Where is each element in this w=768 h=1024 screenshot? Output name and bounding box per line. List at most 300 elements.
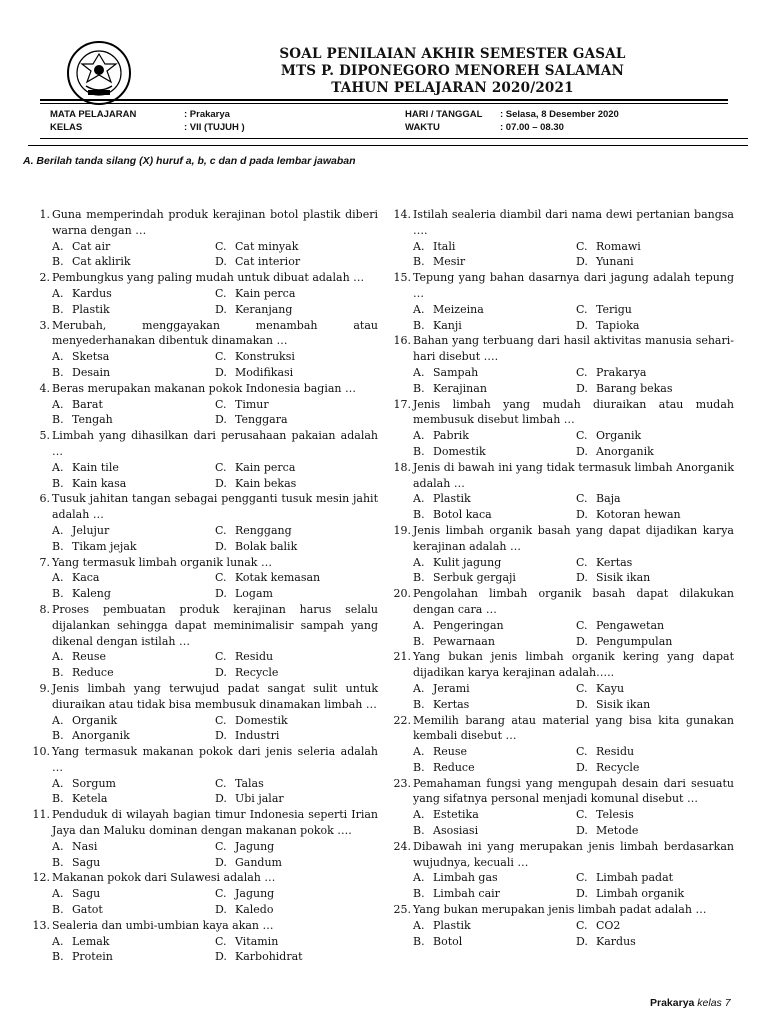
option-text: Kain perca	[235, 460, 296, 474]
option-text: Tapioka	[596, 318, 640, 332]
option-letter: D.	[215, 302, 227, 316]
option-letter: C.	[576, 918, 588, 932]
document-title: SOAL PENILAIAN AKHIR SEMESTER GASAL	[279, 46, 626, 62]
option-text: Gandum	[235, 855, 282, 869]
option-letter: A.	[413, 745, 425, 759]
option-a	[52, 839, 97, 855]
header-divider	[40, 99, 728, 101]
option-text: Tikam jejak	[72, 539, 137, 553]
options-row	[413, 618, 734, 634]
option-letter: B.	[413, 824, 425, 838]
option-letter: C.	[576, 492, 588, 506]
option-a	[413, 618, 504, 634]
option-a	[52, 460, 119, 476]
option-c	[215, 286, 295, 302]
option-a	[413, 491, 471, 507]
option-letter: D.	[215, 903, 227, 917]
options-row	[413, 934, 734, 950]
options-row	[52, 239, 378, 255]
option-d	[215, 539, 297, 555]
option-text: Kain perca	[235, 286, 296, 300]
option-text: Cat minyak	[235, 239, 299, 253]
option-letter: B.	[52, 950, 64, 964]
question-item	[391, 776, 734, 839]
option-d	[576, 318, 639, 334]
option-text: Kaledo	[235, 903, 274, 917]
option-a	[413, 302, 484, 318]
question-item	[30, 270, 378, 317]
option-text: Pengeringan	[433, 618, 504, 632]
option-letter: D.	[576, 381, 588, 395]
option-c	[576, 302, 632, 318]
question-item	[391, 397, 734, 460]
options-row	[52, 570, 378, 586]
options-row	[413, 491, 734, 507]
answer-options	[52, 523, 378, 555]
option-d	[576, 760, 639, 776]
option-text: Kulit jagung	[433, 555, 502, 569]
option-b	[413, 886, 500, 902]
option-letter: C.	[576, 745, 588, 759]
option-b	[52, 254, 131, 270]
option-text: Tengah	[72, 413, 113, 427]
option-letter: C.	[215, 397, 227, 411]
option-letter: D.	[215, 255, 227, 269]
answer-options	[413, 239, 734, 271]
answer-options	[52, 397, 378, 429]
option-text: Kaleng	[72, 587, 111, 601]
option-letter: C.	[576, 871, 588, 885]
option-letter: D.	[215, 413, 227, 427]
question-item	[391, 902, 734, 949]
option-letter: A.	[52, 887, 64, 901]
option-text: Kotoran hewan	[596, 508, 681, 522]
option-a	[52, 934, 109, 950]
answer-options	[413, 870, 734, 902]
question-item	[30, 207, 378, 270]
option-letter: A.	[413, 302, 425, 316]
options-row	[52, 286, 378, 302]
question-text: Proses pembuatan produk kerajinan harus selalu dijalankan sehingga dapat meminimalisir sampah yang dikenal dengan istilah …	[52, 602, 378, 648]
option-text: Kain kasa	[72, 476, 127, 490]
option-letter: B.	[413, 697, 425, 711]
option-text: Timur	[235, 397, 269, 411]
option-text: Estetika	[433, 808, 479, 822]
day-value: : Selasa, 8 Desember 2020	[500, 109, 619, 120]
option-letter: A.	[413, 871, 425, 885]
option-c	[215, 649, 273, 665]
question-number: 15.	[393, 271, 411, 285]
info-divider	[40, 138, 748, 139]
option-a	[52, 349, 109, 365]
option-letter: D.	[215, 666, 227, 680]
option-a	[413, 807, 479, 823]
option-text: Ketela	[72, 792, 108, 806]
option-text: Plastik	[433, 492, 471, 506]
option-c	[215, 460, 295, 476]
answer-options	[52, 839, 378, 871]
option-text: Limbah gas	[433, 871, 498, 885]
question-item	[30, 555, 378, 602]
options-row	[52, 934, 378, 950]
option-b	[413, 444, 486, 460]
option-letter: C.	[576, 239, 588, 253]
option-d	[215, 902, 273, 918]
option-letter: A.	[52, 934, 64, 948]
option-letter: C.	[215, 839, 227, 853]
options-row	[52, 649, 378, 665]
option-d	[215, 791, 284, 807]
class-value: : VII (TUJUH )	[184, 122, 245, 133]
option-letter: B.	[413, 255, 425, 269]
option-text: Sampah	[433, 365, 479, 379]
option-text: Residu	[235, 650, 274, 664]
option-letter: C.	[215, 571, 227, 585]
option-c	[576, 365, 646, 381]
option-letter: A.	[413, 365, 425, 379]
option-text: Recycle	[235, 666, 279, 680]
question-text: Merubah, menggayakan menambah atau menyederhanakan dibentuk dinamakan …	[52, 318, 378, 348]
option-letter: C.	[215, 887, 227, 901]
option-letter: B.	[413, 318, 425, 332]
option-letter: C.	[215, 350, 227, 364]
option-letter: B.	[52, 255, 64, 269]
question-number: 4.	[39, 381, 50, 395]
options-row	[52, 460, 378, 476]
option-d	[215, 302, 292, 318]
option-b	[413, 381, 487, 397]
question-text: Pemahaman fungsi yang mengupah desain dari sesuatu yang sifatnya personal menjadi komunal disebut …	[413, 776, 734, 806]
options-row	[413, 444, 734, 460]
option-text: Telesis	[596, 808, 634, 822]
option-a	[52, 886, 100, 902]
option-letter: A.	[52, 571, 64, 585]
question-item	[30, 744, 378, 807]
info-divider-lower	[28, 145, 748, 146]
options-row	[52, 302, 378, 318]
question-item	[391, 460, 734, 523]
option-letter: D.	[215, 365, 227, 379]
options-row	[413, 697, 734, 713]
document-title-block	[230, 46, 675, 97]
option-text: Reuse	[433, 745, 468, 759]
option-a	[413, 744, 467, 760]
options-row	[52, 586, 378, 602]
option-b	[413, 760, 475, 776]
page-footer	[650, 997, 731, 1009]
option-text: Meizeina	[433, 302, 484, 316]
option-text: Organik	[596, 429, 642, 443]
question-number: 13.	[32, 918, 50, 932]
option-letter: A.	[413, 429, 425, 443]
option-c	[576, 744, 634, 760]
option-a	[52, 286, 112, 302]
option-text: Sisik ikan	[596, 571, 651, 585]
options-row	[52, 839, 378, 855]
answer-options	[52, 776, 378, 808]
option-text: Barang bekas	[596, 381, 673, 395]
option-letter: D.	[215, 476, 227, 490]
question-text: Tepung yang bahan dasarnya dari jagung adalah tepung …	[413, 271, 734, 300]
option-a	[413, 239, 455, 255]
option-text: Kardus	[596, 934, 636, 948]
answer-options	[52, 570, 378, 602]
options-row	[413, 886, 734, 902]
option-text: Asosiasi	[433, 824, 479, 838]
question-item	[391, 839, 734, 902]
question-number: 20.	[393, 587, 411, 601]
option-letter: B.	[52, 302, 64, 316]
option-text: Metode	[596, 824, 639, 838]
option-text: Domestik	[433, 444, 486, 458]
options-row	[52, 855, 378, 871]
option-letter: C.	[576, 555, 588, 569]
question-number: 18.	[393, 460, 411, 474]
question-text: Guna memperindah produk kerajinan botol plastik diberi warna dengan …	[52, 208, 378, 237]
option-b	[52, 586, 111, 602]
option-text: Sorgum	[72, 776, 116, 790]
footer-class: kelas 7	[697, 997, 731, 1009]
question-number: 12.	[32, 871, 50, 885]
option-text: Pengumpulan	[596, 634, 673, 648]
answer-options	[413, 365, 734, 397]
options-row	[52, 776, 378, 792]
options-row	[52, 713, 378, 729]
option-text: Pewarnaan	[433, 634, 495, 648]
option-letter: B.	[52, 792, 64, 806]
options-row	[52, 886, 378, 902]
option-text: Karbohidrat	[235, 950, 303, 964]
option-d	[215, 476, 296, 492]
option-c	[576, 428, 641, 444]
option-text: Ubi jalar	[235, 792, 284, 806]
question-text: Limbah yang dihasilkan dari perusahaan pakaian adalah …	[52, 429, 378, 458]
option-text: Anorganik	[72, 729, 130, 743]
option-d	[215, 728, 279, 744]
option-b	[413, 697, 469, 713]
option-text: Pengawetan	[596, 618, 665, 632]
option-letter: A.	[52, 776, 64, 790]
option-text: Kain tile	[72, 460, 119, 474]
option-letter: B.	[52, 365, 64, 379]
option-letter: D.	[576, 934, 588, 948]
options-row	[413, 239, 734, 255]
option-letter: D.	[576, 697, 588, 711]
option-d	[576, 823, 638, 839]
question-number: 8.	[39, 602, 50, 616]
option-text: Vitamin	[235, 934, 279, 948]
option-b	[413, 318, 462, 334]
question-item	[391, 333, 734, 396]
option-d	[215, 254, 300, 270]
option-a	[52, 239, 110, 255]
option-b	[52, 949, 113, 965]
option-b	[52, 855, 100, 871]
option-letter: C.	[576, 618, 588, 632]
options-row	[52, 397, 378, 413]
question-number: 19.	[393, 523, 411, 537]
option-text: Reduce	[433, 760, 475, 774]
option-text: Kaca	[72, 571, 100, 585]
question-item	[30, 602, 378, 681]
option-b	[413, 634, 495, 650]
option-letter: B.	[413, 634, 425, 648]
option-text: Residu	[596, 745, 635, 759]
question-text: Istilah sealeria diambil dari nama dewi pertanian bangsa ….	[413, 208, 734, 237]
option-letter: C.	[215, 776, 227, 790]
question-item	[30, 428, 378, 491]
option-text: Jagung	[235, 839, 275, 853]
option-a	[413, 365, 478, 381]
option-letter: B.	[52, 855, 64, 869]
option-a	[413, 555, 501, 571]
options-row	[413, 870, 734, 886]
option-text: Jagung	[235, 887, 275, 901]
options-row	[413, 634, 734, 650]
option-c	[215, 570, 320, 586]
question-text: Penduduk di wilayah bagian timur Indonesia seperti Irian Jaya dan Maluku dominan dengan makanan pokok ….	[52, 808, 378, 838]
option-b	[52, 412, 113, 428]
question-number: 25.	[393, 903, 411, 917]
questions-column-left	[30, 207, 378, 965]
option-letter: A.	[52, 350, 64, 364]
section-instruction: A. Berilah tanda silang (X) huruf a, b, c dan d pada lembar jawaban	[23, 155, 356, 167]
option-c	[576, 239, 641, 255]
option-text: Yunani	[596, 255, 634, 269]
option-letter: D.	[576, 318, 588, 332]
question-text: Dibawah ini yang merupakan jenis limbah berdasarkan wujudnya, kecuali …	[413, 839, 734, 869]
option-text: Protein	[72, 950, 113, 964]
option-letter: C.	[215, 650, 227, 664]
option-text: Limbah organik	[596, 887, 685, 901]
option-text: Limbah cair	[433, 887, 500, 901]
option-b	[52, 902, 103, 918]
option-text: Kardus	[72, 286, 112, 300]
option-letter: D.	[215, 855, 227, 869]
option-letter: D.	[576, 571, 588, 585]
option-d	[215, 855, 282, 871]
subject-value: : Prakarya	[184, 109, 230, 120]
answer-options	[413, 807, 734, 839]
question-number: 21.	[393, 650, 411, 664]
option-text: Gatot	[72, 903, 103, 917]
question-number: 1.	[39, 208, 50, 221]
option-letter: D.	[215, 792, 227, 806]
option-letter: B.	[52, 539, 64, 553]
option-b	[52, 665, 114, 681]
option-text: Kain bekas	[235, 476, 297, 490]
option-a	[413, 870, 498, 886]
option-letter: C.	[215, 286, 227, 300]
option-text: Cat air	[72, 239, 111, 253]
answer-options	[413, 681, 734, 713]
answer-options	[52, 239, 378, 271]
option-d	[576, 697, 650, 713]
question-number: 17.	[393, 397, 411, 411]
option-text: Limbah padat	[596, 871, 674, 885]
option-d	[576, 634, 672, 650]
options-row	[413, 807, 734, 823]
question-number: 5.	[39, 429, 50, 443]
question-text: Bahan yang terbuang dari hasil aktivitas manusia sehari-hari disebut ….	[413, 334, 734, 364]
option-text: Kertas	[433, 697, 470, 711]
option-text: Cat interior	[235, 255, 301, 269]
question-text: Memilih barang atau material yang bisa kita gunakan kembali disebut …	[413, 713, 734, 743]
option-letter: B.	[413, 934, 425, 948]
option-letter: D.	[215, 950, 227, 964]
option-c	[215, 239, 298, 255]
option-a	[413, 681, 470, 697]
school-name: MTS P. DIPONEGORO MENOREH SALAMAN	[280, 63, 625, 79]
option-letter: C.	[576, 808, 588, 822]
options-row	[52, 476, 378, 492]
question-item	[30, 381, 378, 428]
question-text: Yang termasuk limbah organik lunak …	[52, 555, 272, 569]
option-letter: A.	[413, 681, 425, 695]
option-letter: C.	[215, 713, 227, 727]
option-text: Recycle	[596, 760, 640, 774]
options-row	[52, 902, 378, 918]
answer-options	[52, 286, 378, 318]
option-letter: C.	[576, 365, 588, 379]
question-text: Yang bukan jenis limbah organik kering yang dapat dijadikan karya kerajinan adalah…..	[413, 650, 734, 680]
options-row	[413, 555, 734, 571]
options-row	[413, 760, 734, 776]
options-row	[413, 918, 734, 934]
option-d	[215, 949, 303, 965]
question-number: 9.	[39, 681, 50, 695]
time-label: WAKTU	[405, 122, 440, 133]
option-letter: B.	[52, 666, 64, 680]
option-text: Kanji	[433, 318, 462, 332]
option-letter: B.	[413, 760, 425, 774]
options-row	[52, 791, 378, 807]
options-row	[52, 254, 378, 270]
option-letter: D.	[215, 539, 227, 553]
option-c	[576, 681, 624, 697]
question-text: Makanan pokok dari Sulawesi adalah …	[52, 871, 276, 885]
answer-options	[413, 302, 734, 334]
question-item	[391, 713, 734, 776]
question-number: 24.	[393, 839, 411, 853]
option-b	[413, 570, 516, 586]
option-c	[215, 523, 292, 539]
options-row	[52, 523, 378, 539]
options-row	[52, 728, 378, 744]
option-text: Barat	[72, 397, 103, 411]
option-text: Reduce	[72, 666, 114, 680]
option-letter: B.	[52, 729, 64, 743]
time-value: : 07.00 – 08.30	[500, 122, 564, 133]
option-letter: A.	[52, 460, 64, 474]
option-c	[215, 397, 269, 413]
option-letter: B.	[52, 413, 64, 427]
option-letter: B.	[413, 444, 425, 458]
option-b	[52, 791, 107, 807]
question-number: 22.	[393, 713, 411, 727]
option-letter: A.	[413, 618, 425, 632]
option-text: Desain	[72, 365, 111, 379]
option-d	[215, 665, 278, 681]
question-number: 2.	[39, 271, 50, 285]
option-letter: B.	[413, 571, 425, 585]
question-text: Pengolahan limbah organik basah dapat dilakukan dengan cara …	[413, 587, 734, 616]
options-row	[413, 254, 734, 270]
question-text: Yang bukan merupakan jenis limbah padat adalah …	[413, 903, 707, 917]
question-number: 6.	[39, 492, 50, 506]
footer-subject: Prakarya	[650, 997, 695, 1009]
option-b	[413, 254, 465, 270]
